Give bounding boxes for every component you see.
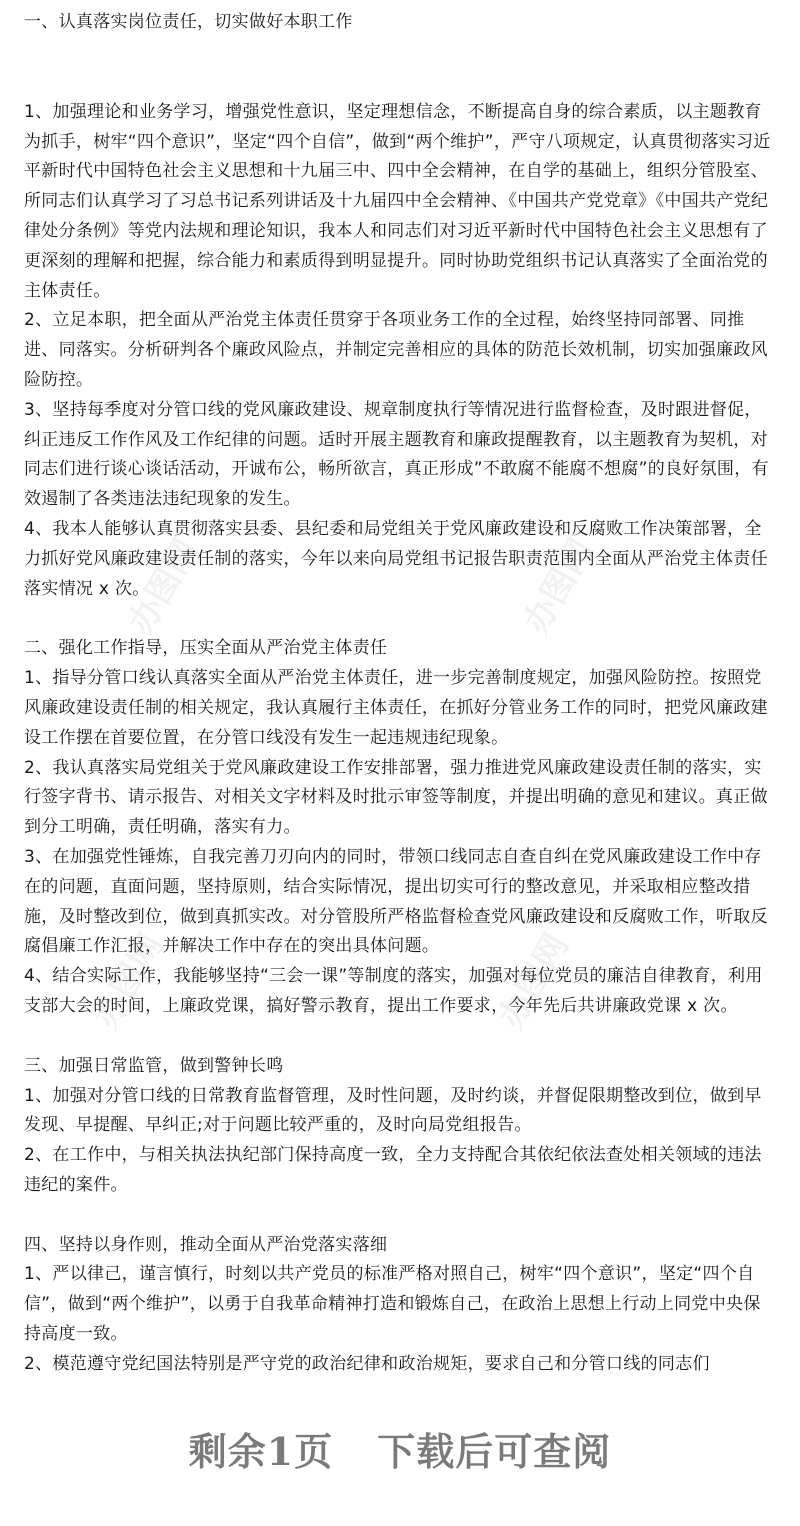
paragraph: 2、立足本职，把全面从严治党主体责任贯穿于各项业务工作的全过程，始终坚持同部署、同推进、同落实。分析研判各个廉政风险点，并制定完善相应的具体的防范长效机制，切实加强廉政风险防控。	[24, 310, 768, 390]
paragraph: 1、加强对分管口线的日常教育监督管理，及时性问题，及时约谈，并督促限期整改到位，做到早发现、早提醒、早纠正;对于问题比较严重的，及时向局党组报告。	[24, 1085, 762, 1136]
paragraph: 4、结合实际工作，我能够坚持“三会一课”等制度的落实，加强对每位党员的廉洁自律教育，利用支部大会的时间，上廉政党课，搞好警示教育，提出工作要求，今年先后共讲廉政党课 x 次。	[24, 966, 763, 1016]
download-to-view-label: 下载后可查阅	[377, 1428, 612, 1474]
paragraph: 2、模范遵守党纪国法特别是严守党的政治纪律和政治规矩，要求自己和分管口线的同志们	[24, 1353, 710, 1374]
section-heading: 一、认真落实岗位责任，切实做好本职工作	[24, 12, 353, 32]
paragraph: 4、我本人能够认真贯彻落实县委、县纪委和局党组关于党风廉政建设和反腐败工作决策部署，全力抓好党风廉政建设责任制的落实，今年以来向局党组书记报告职责范围内全面从严治党主体责任落实情况 x 次。	[24, 518, 768, 599]
section-heading: 四、坚持以身作则，推动全面从严治党落实落细	[24, 1234, 388, 1255]
document-body	[24, 8, 776, 1380]
paragraph: 1、严以律己，谨言慎行，时刻以共产党员的标准严格对照自己，树牢“四个意识”，坚定“四个自信”，做到“两个维护”，以勇于自我革命精神打造和锻炼自己，在政治上思想上行动上同党中央保持高度一致。	[24, 1264, 761, 1345]
section-heading: 二、强化工作指导，压实全面从严治党主体责任	[24, 638, 388, 659]
paragraph: 3、坚持每季度对分管口线的党风廉政建设、规章制度执行等情况进行监督检查，及时跟进督促，纠正违反工作作风及工作纪律的问题。适时开展主题教育和廉政提醒教育，以主题教育为契机，对同志们进行谈心谈话活动，开诚布公，畅所欲言，真正形成”不敢腐不能腐不想腐”的良好氛围，有效遏制了各类违法违纪现象的发生。	[24, 399, 769, 510]
watermark: 办图网	[121, 532, 207, 641]
download-banner[interactable]	[0, 1418, 800, 1478]
paragraph: 3、在加强党性锤炼，自我完善刀刃向内的同时，带领口线同志自查自纠在党风廉政建设工作中存在的问题，直面问题，坚持原则，结合实际情况，提出切实可行的整改意见，并采取相应整改措施，及时整改到位，做到真抓实改。对分管股所严格监督检查党风廉政建设和反腐败工作，听取反腐倡廉工作汇报，并解决工作中存在的突出具体问题。	[24, 846, 768, 957]
paragraph: 2、在工作中，与相关执法执纪部门保持高度一致，全力支持配合其依纪依法查处相关领域的违法违纪的案件。	[24, 1145, 762, 1195]
paragraph: 1、加强理论和业务学习，增强党性意识，坚定理想信念，不断提高自身的综合素质，以主题教育为抓手，树牢“四个意识”，坚定“四个自信”，做到“两个维护”，严守八项规定，认真贯彻落实习近平新时代中国特色社会主义思想和十九届三中、四中全会精神，在自学的基础上，组织分管股室、所同志们认真学习了习总书记系列讲话及十九届四中全会精神、《中国共产党党章》《中国共产党纪律处分条例》等党内法规和理论知识，我本人和同志们对习近平新时代中国特色社会主义思想有了更深刻的理解和把握，综合能力和素质得到明显提升。同时协助党组织书记认真落实了全面治党的主体责任。	[24, 101, 771, 301]
section-heading: 三、加强日常监管，做到警钟长鸣	[24, 1055, 284, 1076]
paragraph: 2、我认真落实局党组关于党风廉政建设工作安排部署，强力推进党风廉政建设责任制的落实，实行签字背书、请示报告、对相关文字材料及时批示审签等制度，并提出明确的意见和建议。真正做到分工明确，责任明确，落实有力。	[24, 757, 768, 838]
watermark: 办图网	[86, 927, 172, 1036]
watermark: 办图网	[491, 927, 577, 1036]
paragraph: 1、指导分管口线认真落实全面从严治党主体责任，进一步完善制度规定，加强风险防控。按照党风廉政建设责任制的相关规定，我认真履行主体责任，在抓好分管业务工作的同时，把党风廉政建设工作摆在首要位置，在分管口线没有发生一起违规违纪现象。	[24, 668, 768, 748]
remaining-pages-label: 剩余1页	[188, 1428, 334, 1474]
watermark: 办图网	[516, 532, 602, 641]
